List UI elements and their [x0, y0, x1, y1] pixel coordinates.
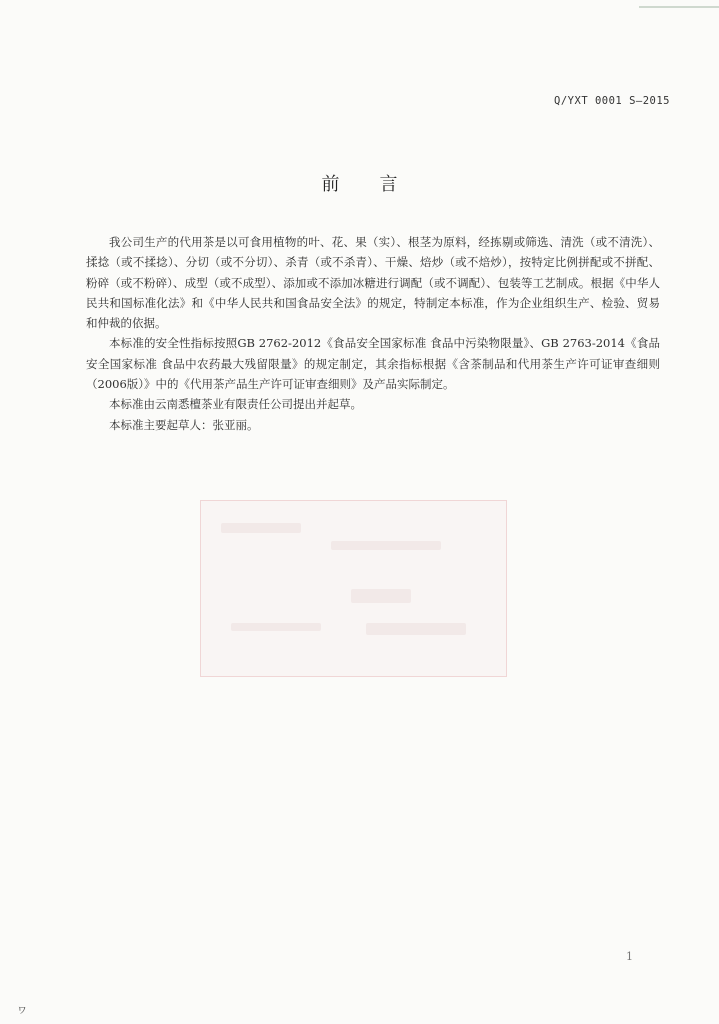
foreword-body — [86, 232, 660, 435]
page-title — [0, 170, 719, 196]
stamp-ghost-mark — [331, 541, 441, 550]
paragraph-drafting-company: 本标准由云南悉檀茶业有限责任公司提出并起草。 — [109, 397, 362, 412]
stamp-ghost-mark — [221, 523, 301, 533]
title-char-1: 前 — [321, 174, 340, 195]
paragraph-drafter: 本标准主要起草人：张亚丽。 — [109, 417, 259, 432]
title-char-2: 言 — [379, 174, 398, 195]
page-number: 1 — [626, 950, 633, 963]
stamp-ghost-mark — [366, 623, 466, 635]
scan-edge-line — [639, 6, 719, 8]
corner-mark: ヮ — [16, 1002, 29, 1016]
stamp-ghost-mark — [351, 589, 411, 603]
faded-stamp-image — [200, 500, 507, 677]
stamp-ghost-mark — [231, 623, 321, 631]
paragraph-intro: 我公司生产的代用茶是以可食用植物的叶、花、果（实）、根茎为原料，经拣剔或筛选、清洗（或不清洗）、揉捻（或不揉捻）、分切（或不分切）、杀青（或不杀青）、干燥、焙炒（或不焙炒），按特定比例拼配或不拼配、粉碎（或不粉碎）、成型（或不成型）、添加或不添加冰糖进行调配（或不调配）、包装等工艺制成。根据《中华人民共和国标准化法》和《中华人民共和国食品安全法》的规定，特制定本标准，作为企业组织生产、检验、贸易和仲裁的依据。 — [86, 235, 660, 331]
standard-code: Q/YXT 0001 S—2015 — [554, 95, 670, 107]
paragraph-safety-basis: 本标准的安全性指标按照GB 2762-2012《食品安全国家标准 食品中污染物限量》、GB 2763-2014《食品安全国家标准 食品中农药最大残留限量》的规定制定，其余指标根据《含茶制品和代用茶生产许可证审查细则（2006版）》中的《代用茶产品生产许可证审查细则》及产品实际制定。 — [86, 336, 660, 392]
